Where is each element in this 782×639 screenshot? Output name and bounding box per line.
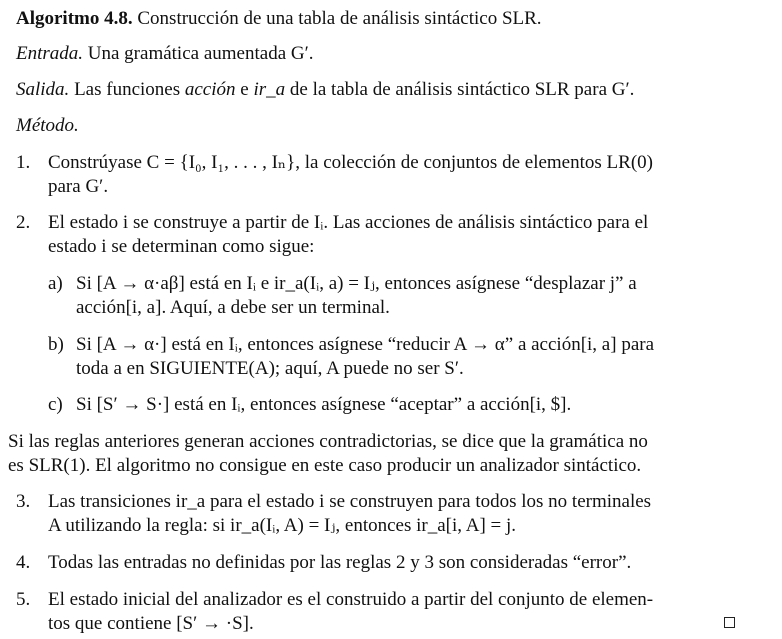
- step-5-line-2: tos que contiene [S′ → ·S].: [48, 613, 254, 634]
- entrada-text: Una gramática aumentada G′.: [87, 43, 314, 64]
- end-of-proof-square-icon: [724, 617, 735, 628]
- salida-ira: ir_a: [253, 79, 286, 100]
- substep-b-label: b): [48, 334, 64, 355]
- metodo-label: Método.: [16, 115, 79, 136]
- algorithm-label: Algoritmo 4.8.: [16, 8, 133, 29]
- step-1-number: 1.: [16, 152, 31, 173]
- substep-b-line-1: Si [A → α·] está en Iᵢ, entonces asígnese “reducir A → α” a acción[i, a] para: [76, 334, 655, 355]
- step-2-line-2: estado i se determinan como sigue:: [48, 236, 315, 257]
- step-3-line-1: Las transiciones ir_a para el estado i se construyen para todos los no terminales: [48, 491, 652, 512]
- paragraph-line-2: es SLR(1). El algoritmo no consigue en este caso producir un analizador sintáctico.: [8, 455, 642, 476]
- salida-text-3: de la tabla de análisis sintáctico SLR para G′.: [285, 79, 635, 100]
- algorithm-title-text: Construcción de una tabla de análisis sintáctico SLR.: [137, 8, 542, 29]
- step-1-line-2: para G′.: [48, 176, 109, 197]
- entrada-label: Entrada.: [16, 43, 84, 64]
- step-2-line-1: El estado i se construye a partir de Iᵢ. Las acciones de análisis sintáctico para el: [48, 212, 649, 233]
- salida-line: [16, 79, 634, 101]
- substep-c-line-1: Si [S′ → S·] está en Iᵢ, entonces asígnese “aceptar” a acción[i, $].: [76, 394, 572, 415]
- step-4-number: 4.: [16, 552, 31, 573]
- step-2-number: 2.: [16, 212, 31, 233]
- substep-b-line-2: toda a en SIGUIENTE(A); aquí, A puede no ser S′.: [76, 358, 464, 379]
- step-4-line-1: Todas las entradas no definidas por las reglas 2 y 3 son consideradas “error”.: [48, 552, 632, 573]
- entrada-line: [16, 43, 314, 65]
- step-3-line-2: A utilizando la regla: si ir_a(Iᵢ, A) = Iⱼ, entonces ir_a[i, A] = j.: [48, 515, 517, 536]
- step-5-number: 5.: [16, 589, 31, 610]
- salida-text-2: e: [235, 79, 254, 100]
- step-5-line-1: El estado inicial del analizador es el construido a partir del conjunto de elemen-: [48, 589, 654, 610]
- paragraph-line-1: Si las reglas anteriores generan acciones contradictorias, se dice que la gramática no: [8, 431, 648, 452]
- step-3-number: 3.: [16, 491, 31, 512]
- substep-a-line-2: acción[i, a]. Aquí, a debe ser un terminal.: [76, 297, 390, 318]
- salida-label: Salida.: [16, 79, 70, 100]
- salida-accion: acción: [184, 79, 236, 100]
- substep-a-label: a): [48, 273, 63, 294]
- substep-a-line-1: Si [A → α·aβ] está en Iᵢ e ir_a(Iᵢ, a) = Iⱼ, entonces asígnese “desplazar j” a: [76, 273, 637, 294]
- step-1-line-1: Constrúyase C = {I₀, I₁, . . . , Iₙ}, la colección de conjuntos de elementos LR(0): [48, 152, 653, 173]
- substep-c-label: c): [48, 394, 63, 415]
- salida-text-1: Las funciones: [74, 79, 185, 100]
- algorithm-title: [16, 8, 542, 30]
